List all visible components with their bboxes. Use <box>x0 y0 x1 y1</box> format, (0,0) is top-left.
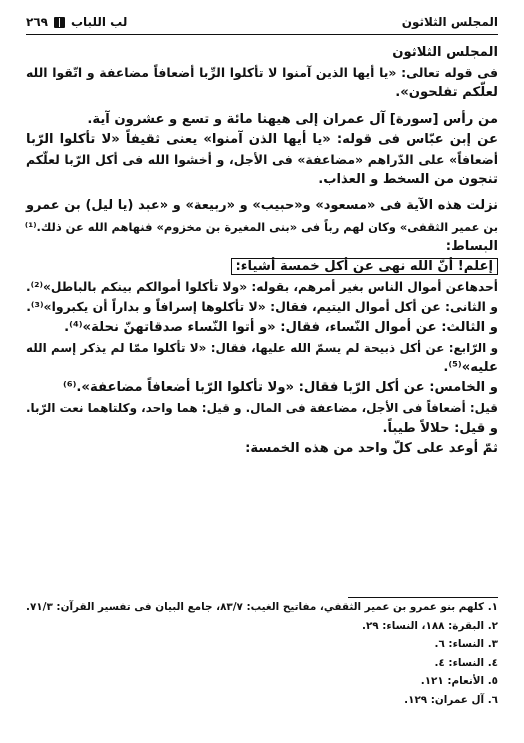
section-heading: المجلس الثلاثون <box>392 45 498 60</box>
running-header <box>26 14 498 35</box>
text-line: قيل: أضعافاً فى الأجل، مضاعفة فى المال. و قيل: هما واحد، وكلتاهما نعت الرّبا. <box>26 401 498 416</box>
boxed-line <box>26 257 498 277</box>
text-line: و الخامس: عن أكل الرّبا فقال: «ولا تأكلوا الرّبا أضعافاً مضاعفة».⁽⁶⁾ <box>63 380 498 396</box>
text-line: من رأس [سورة] آل عمران إلى هيهنا مائة و تسع و عشرون آية. <box>87 111 498 127</box>
footnote: ٥. الأنعام: ١٢١. <box>420 675 498 687</box>
book-icon <box>54 17 65 28</box>
footnote: ١. كلهم بنو عمرو بن عمير الثقفي، مفاتيح الغيب: ٨٣/٧، جامع البيان فى تفسير القرآن: ٧١/٣. <box>26 601 498 613</box>
main-text <box>26 43 498 459</box>
footnote: ٤. النساء: ٤. <box>434 656 498 669</box>
text-line: ثمّ أوعد على كلّ واحد من هذه الخمسة: <box>245 440 498 456</box>
text-line: فى قوله تعالى: «يا أيها الذين آمنوا لا تأكلوا الرِّبا أضعافاً مضاعفة و اتّقوا الله <box>26 65 498 81</box>
footnote: ٣. النساء: ٦. <box>434 638 498 650</box>
text-line: لعلّكم تفلحون». <box>395 85 498 101</box>
text-line: أضعافاً» على الدّراهم «مضاعفة» فى الأجل، و أخشوا الله فى أكل الرّبا لعلّكم <box>26 152 498 168</box>
book-title-group <box>26 15 127 29</box>
footnotes <box>26 597 498 709</box>
text-line: و الثانى: عن أكل أموال اليتيم، فقال: «لا تأكلوها إسرافاً و بداراً أن يكبروا»⁽³⁾. <box>26 299 498 315</box>
book-title: لب اللباب <box>70 15 128 29</box>
footnote: ٦. آل عمران: ١٢٩. <box>404 693 498 706</box>
text-line: عليه»⁽⁵⁾. <box>443 360 498 376</box>
subsection-heading: البساط: <box>445 238 498 254</box>
text-line: نزلت هذه الآية فى «مسعود» و«حبيب» و «ربيعة» و «عبد (يا ليل) بن عمرو <box>26 198 498 214</box>
text-line: بن عمير الثقفى» وكان لهم رباً فى «بنى المغيرة بن مخزوم» فنهاهم الله عن ذلك.⁽¹⁾ <box>24 219 498 234</box>
page-number: ٢٦٩ <box>26 15 48 29</box>
text-line: و قيل: حلالاً طيباً. <box>382 420 498 436</box>
text-line: عن إبن عبّاس فى قوله: «يا أيها الذن آمنوا» يعنى ثقيفاً «لا تأكلوا الرّبا <box>26 131 498 147</box>
text-line: و الثالث: عن أموال النّساء، فقال: «و أتوا النّساء صدقاتهنّ نحلة»⁽⁴⁾. <box>64 319 498 335</box>
text-line: و الرّابع: عن أكل ذبيحة لم يسمّ الله عليها، فقال: «لا تأكلوا ممّا لم يذكر إسم الله <box>26 340 498 355</box>
boxed-text: إعلم! أنّ الله نهى عن أكل خمسة أشياء: <box>231 258 498 275</box>
text-line: أحدهاعن أموال الناس بغير أمرهم، بقوله: «ولا تأكلوا أموالكم بينكم بالباطل»⁽²⁾. <box>26 280 498 295</box>
text-line: تنجون من السخط و العذاب. <box>318 172 498 188</box>
footnote: ٢. البقرة: ١٨٨، النساء: ٢٩. <box>362 619 498 632</box>
chapter-title: المجلس الثلاثون <box>401 15 498 29</box>
